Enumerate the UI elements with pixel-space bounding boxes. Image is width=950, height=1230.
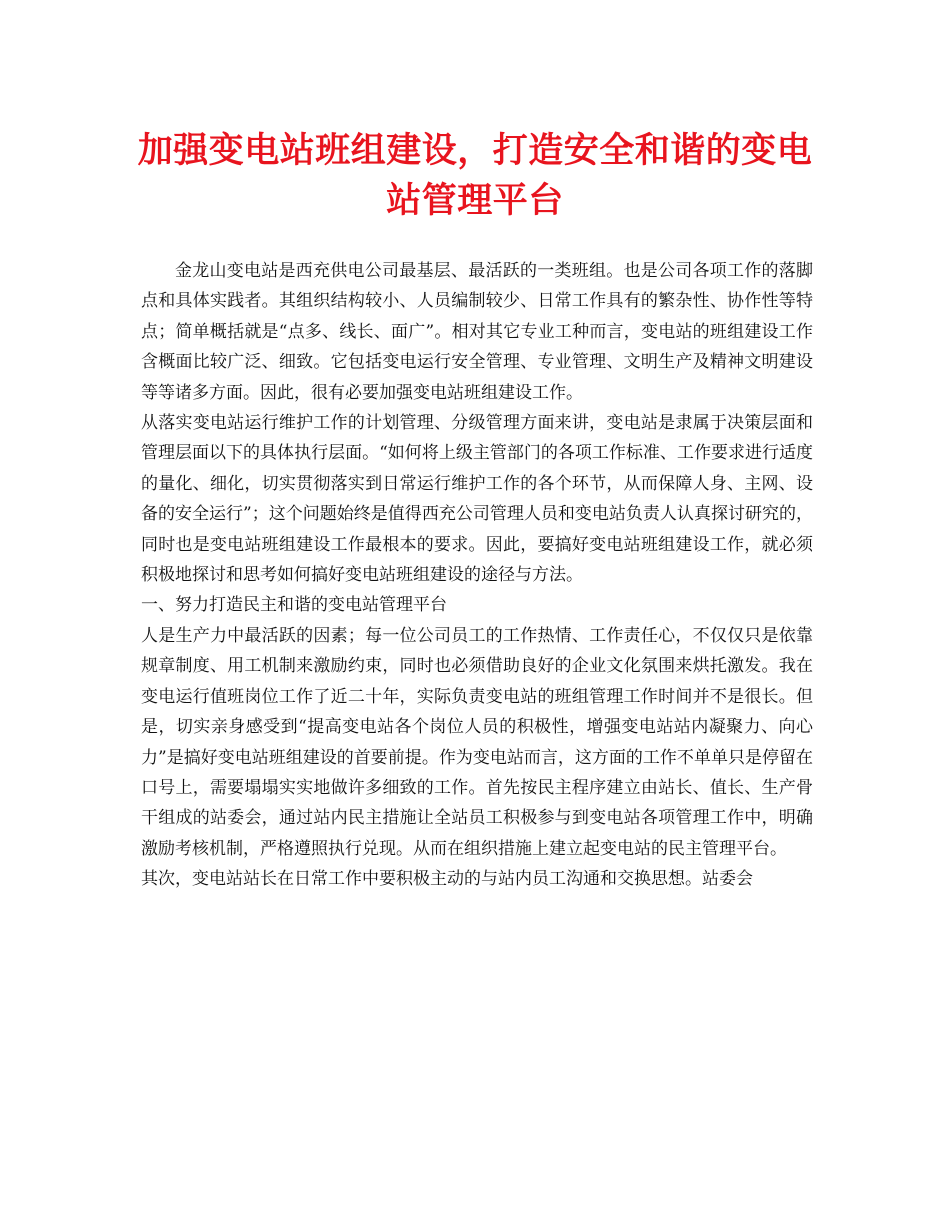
document-body — [141, 256, 813, 895]
title-line-2: 站管理平台 — [386, 180, 564, 221]
paragraph-people: 人是生产力中最活跃的因素；每一位公司员工的工作热情、工作责任心，不仅仅只是依靠规章制度、用工机制来激励约束，同时也必须借助良好的企业文化氛围来烘托激发。我在变电运行值班岗位工作了近二十年，实际负责变电站的班组管理工作时间并不是很长。但是，切实亲身感受到“提高变电站各个岗位人员的积极性，增强变电站站内凝聚力、向心力”是搞好变电站班组建设的首要前提。作为变电站而言，这方面的工作不单单只是停留在口号上，需要塌塌实实地做许多细致的工作。首先按民主程序建立由站长、值长、生产骨干组成的站委会，通过站内民主措施让全站员工积极参与到变电站各项管理工作中，明确激励考核机制，严格遵照执行兑现。从而在组织措施上建立起变电站的民主管理平台。 — [141, 625, 813, 859]
paragraph-second: 其次，变电站站长在日常工作中要积极主动的与站内员工沟通和交换思想。站委会 — [141, 869, 753, 890]
paragraph-planning: 从落实变电站运行维护工作的计划管理、分级管理方面来讲，变电站是隶属于决策层面和管理层面以下的具体执行层面。“如何将上级主管部门的各项工作标准、工作要求进行适度的量化、细化，切实贯彻落实到日常运行维护工作的各个环节，从而保障人身、主网、设备的安全运行”；这个问题始终是值得西充公司管理人员和变电站负责人认真探讨研究的，同时也是变电站班组建设工作最根本的要求。因此，要搞好变电站班组建设工作，就必须积极地探讨和思考如何搞好变电站班组建设的途径与方法。 — [141, 413, 813, 586]
document-title — [110, 126, 840, 226]
section-heading-1: 一、努力打造民主和谐的变电站管理平台 — [141, 595, 447, 616]
title-line-1: 加强变电站班组建设，打造安全和谐的变电 — [137, 130, 813, 171]
paragraph-intro: 金龙山变电站是西充供电公司最基层、最活跃的一类班组。也是公司各项工作的落脚点和具体实践者。其组织结构较小、人员编制较少、日常工作具有的繁杂性、协作性等特点；简单概括就是“点多、线长、面广”。相对其它专业工种而言，变电站的班组建设工作含概面比较广泛、细致。它包括变电运行安全管理、专业管理、文明生产及精神文明建设等等诸多方面。因此，很有必要加强变电站班组建设工作。 — [141, 261, 813, 403]
